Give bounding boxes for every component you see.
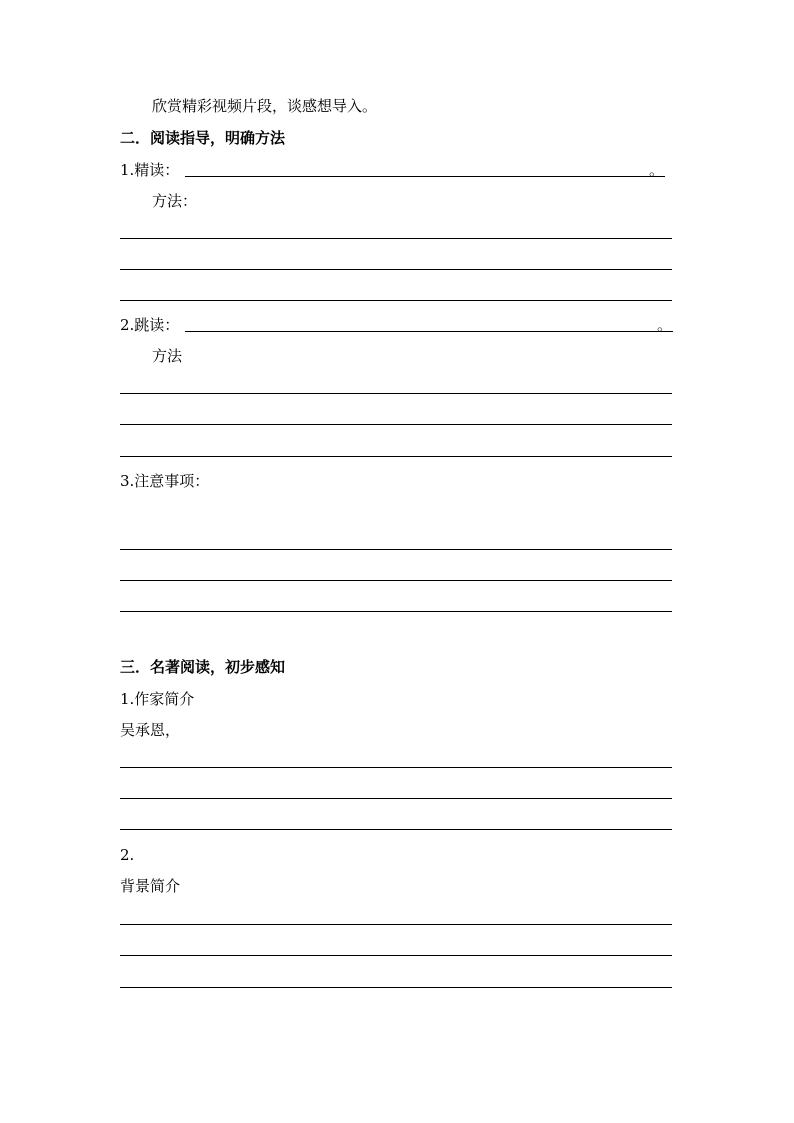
background-intro-label: 背景简介	[120, 877, 181, 895]
answer-line[interactable]	[120, 924, 672, 925]
item-2-number: 2.	[120, 846, 135, 864]
answer-line[interactable]	[120, 580, 672, 581]
answer-line[interactable]	[120, 238, 672, 239]
intro-text: 欣赏精彩视频片段，谈感想导入。	[152, 97, 378, 115]
answer-line[interactable]	[120, 798, 672, 799]
skim-reading-answer-line[interactable]	[185, 331, 673, 332]
answer-line[interactable]	[120, 955, 672, 956]
answer-line[interactable]	[120, 987, 672, 988]
answer-line[interactable]	[120, 269, 672, 270]
answer-line[interactable]	[120, 549, 672, 550]
skim-reading-method-label: 方法	[152, 347, 183, 365]
answer-line[interactable]	[120, 767, 672, 768]
answer-line[interactable]	[120, 456, 672, 457]
answer-line[interactable]	[120, 300, 672, 301]
answer-line[interactable]	[120, 611, 672, 612]
author-intro-label: 1.作家简介	[120, 690, 195, 708]
author-name-text: 吴承恩，	[120, 721, 181, 739]
skim-reading-label: 2.跳读：	[120, 316, 180, 334]
section-3-heading: 三．名著阅读，初步感知	[120, 658, 286, 676]
intensive-reading-answer-line[interactable]	[185, 176, 665, 177]
notes-label: 3.注意事项：	[120, 472, 210, 490]
intensive-reading-method-label: 方法：	[152, 192, 198, 210]
section-2-heading: 二．阅读指导，明确方法	[120, 129, 286, 147]
answer-line[interactable]	[120, 424, 672, 425]
intensive-reading-label: 1.精读：	[120, 161, 180, 179]
answer-line[interactable]	[120, 829, 672, 830]
skim-reading-period: 。	[657, 316, 673, 334]
intensive-reading-period: 。	[649, 161, 665, 179]
answer-line[interactable]	[120, 393, 672, 394]
